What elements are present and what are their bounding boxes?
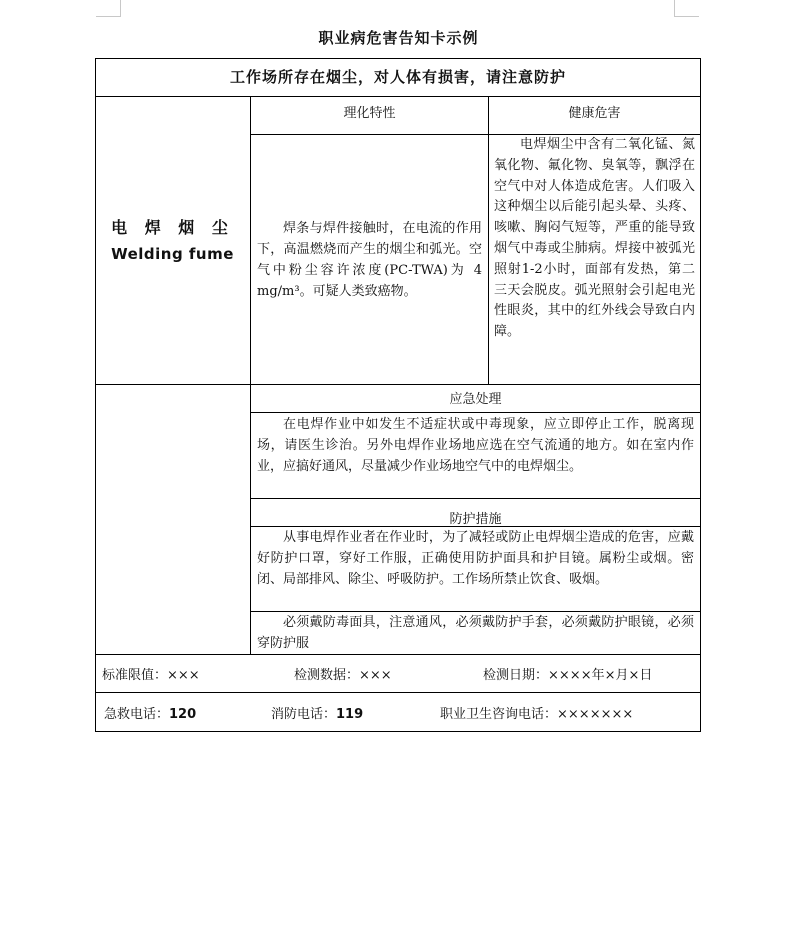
emergency-phone-number: 120 [169,707,197,722]
document-title: 职业病危害告知卡示例 [318,29,479,47]
table-rule [250,498,701,499]
properties-text: 焊条与焊件接触时，在电流的作用下，高温燃烧而产生的烟尘和弧光。空气中粉尘容许浓度(PC-TWA)为 4 mg/m³。可疑人类致癌物。 [257,220,482,299]
fire-phone-label: 消防电话： [271,707,337,722]
page-corner-mark-right [674,0,699,17]
detect-value: ××× [359,668,392,683]
date-field [483,664,652,683]
consult-phone [440,703,633,722]
table-rule [95,654,701,655]
hazard-notice-card [95,58,701,732]
mandatory-ppe-text: 必须戴防毒面具，注意通风，必须戴防护手套，必须戴防护眼镜，必须穿防护服 [257,615,694,651]
table-rule [250,412,701,413]
table-border [700,58,701,732]
consult-phone-label: 职业卫生咨询电话： [440,707,558,722]
fire-phone-number: 119 [336,707,364,722]
emergency-phone [104,703,196,722]
properties-cell [257,135,482,384]
measurement-row [95,664,701,686]
table-border [95,731,701,732]
hazard-name-zh: 电 焊 烟 尘 [111,217,234,237]
header-emergency: 应急处理 [449,392,502,407]
header-protection: 防护措施 [449,512,502,527]
detect-field [294,664,392,683]
table-rule [95,384,701,385]
health-hazard-text: 电焊烟尘中含有二氧化锰、氮氧化物、氟化物、臭氧等，飘浮在空气中对人体造成危害。人们吸入这种烟尘以后能引起头晕、头疼、咳嗽、胸闷气短等，严重的能导致烟气中毒或尘肺病。焊接中被弧光照射1-2小时，面部有发热，第二三天会脱皮。弧光照射会引起电光性眼炎，其中的红外线会导致白内障。 [494,137,695,340]
warning-banner: 工作场所存在烟尘，对人体有损害，请注意防护 [229,68,566,86]
limit-value: ××× [167,668,200,683]
page-corner-mark-left [96,0,121,17]
fire-phone [271,703,363,722]
emergency-phone-label: 急救电话： [104,707,170,722]
protection-text: 从事电焊作业者在作业时，为了减轻或防止电焊烟尘造成的危害，应戴好防护口罩，穿好工作服，正确使用防护面具和护目镜。属粉尘或烟。密闭、局部排风、除尘、呼吸防护。工作场所禁止饮食、吸烟。 [257,530,694,587]
header-properties: 理化特性 [343,106,396,121]
detect-label: 检测数据： [294,668,360,683]
consult-phone-value: ××××××× [557,707,634,722]
table-rule [250,96,251,654]
limit-label: 标准限值： [102,668,168,683]
table-rule [95,692,701,693]
date-label: 检测日期： [483,668,549,683]
emergency-text: 在电焊作业中如发生不适症状或中毒现象，应立即停止工作，脱离现场，请医生诊治。另外电焊作业场地应选在空气流通的地方。如在室内作业，应搞好通风，尽量减少作业场地空气中的电焊烟尘。 [257,417,694,474]
hazard-name-en: Welding fume [111,244,234,263]
hazard-name [95,97,250,384]
limit-field [102,664,200,683]
header-health: 健康危害 [568,106,621,121]
date-value: ××××年×月×日 [548,668,653,683]
phone-row [95,703,701,725]
table-rule [488,96,489,384]
